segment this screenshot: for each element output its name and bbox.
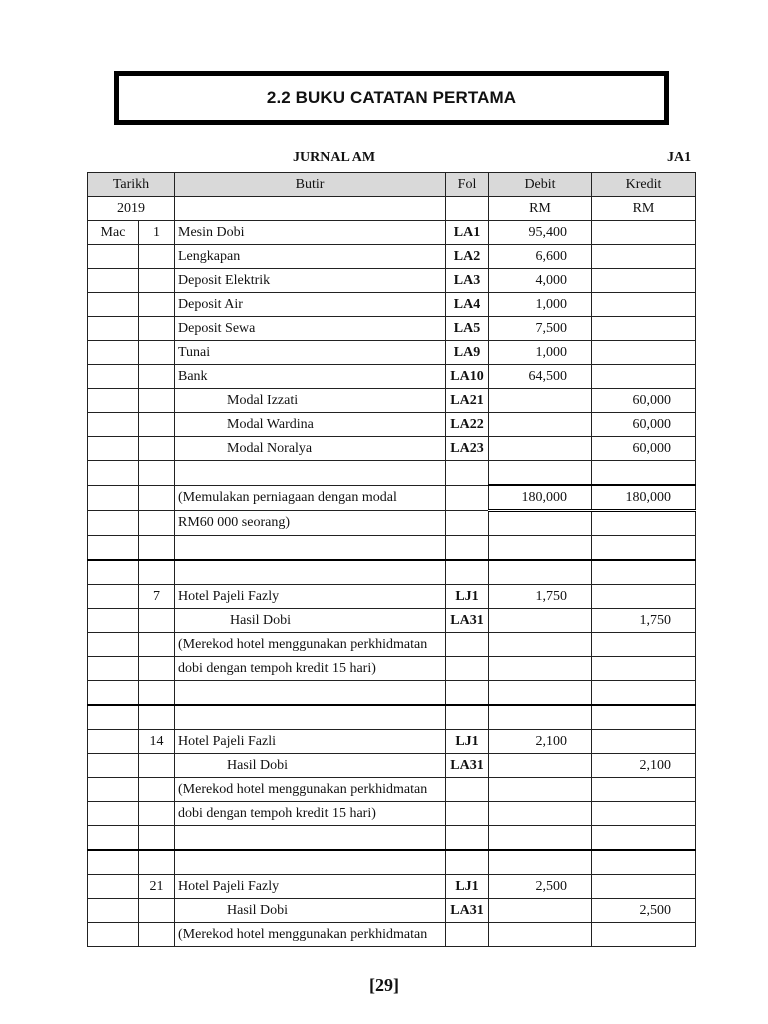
debit-cell: 95,400 — [489, 221, 592, 245]
header-date: Tarikh — [88, 173, 175, 197]
folio-cell — [446, 461, 489, 486]
item-cell: RM60 000 seorang) — [175, 511, 446, 536]
journal-row — [88, 730, 696, 754]
day-cell — [139, 778, 175, 802]
item-cell: Hotel Pajeli Fazly — [175, 585, 446, 609]
debit-cell — [489, 681, 592, 706]
day-cell: 7 — [139, 585, 175, 609]
debit-cell — [489, 461, 592, 486]
folio-cell: LA23 — [446, 437, 489, 461]
day-cell: 14 — [139, 730, 175, 754]
debit-cell — [489, 511, 592, 536]
day-cell: 21 — [139, 875, 175, 899]
item-cell: dobi dengan tempoh kredit 15 hari) — [175, 657, 446, 681]
journal-row — [88, 560, 696, 585]
folio-cell: LJ1 — [446, 875, 489, 899]
month-cell — [88, 389, 139, 413]
credit-cell — [592, 341, 696, 365]
journal-row — [88, 317, 696, 341]
debit-cell: 180,000 — [489, 485, 592, 511]
credit-cell — [592, 826, 696, 851]
journal-row — [88, 778, 696, 802]
credit-cell — [592, 657, 696, 681]
credit-cell — [592, 705, 696, 730]
month-cell — [88, 754, 139, 778]
journal-row — [88, 341, 696, 365]
credit-cell — [592, 875, 696, 899]
day-cell — [139, 461, 175, 486]
journal-row — [88, 705, 696, 730]
credit-cell — [592, 245, 696, 269]
item-cell: Modal Wardina — [175, 413, 446, 437]
credit-cell: 2,100 — [592, 754, 696, 778]
journal-row — [88, 293, 696, 317]
credit-cell: 60,000 — [592, 413, 696, 437]
journal-row — [88, 875, 696, 899]
month-cell — [88, 899, 139, 923]
day-cell — [139, 389, 175, 413]
debit-cell — [489, 536, 592, 561]
header-debit: Debit — [489, 173, 592, 197]
day-cell — [139, 560, 175, 585]
journal-row — [88, 221, 696, 245]
section-title: 2.2 BUKU CATATAN PERTAMA — [266, 88, 517, 107]
journal-row — [88, 609, 696, 633]
folio-cell: LA4 — [446, 293, 489, 317]
subheader-item-cell — [175, 197, 446, 221]
day-cell — [139, 754, 175, 778]
journal-row — [88, 536, 696, 561]
journal-row — [88, 850, 696, 875]
item-cell — [175, 461, 446, 486]
day-cell — [139, 826, 175, 851]
month-cell: Mac — [88, 221, 139, 245]
journal-row — [88, 389, 696, 413]
day-cell — [139, 245, 175, 269]
folio-cell — [446, 705, 489, 730]
item-cell: Deposit Sewa — [175, 317, 446, 341]
day-cell — [139, 317, 175, 341]
folio-cell: LA2 — [446, 245, 489, 269]
folio-cell: LA1 — [446, 221, 489, 245]
debit-cell: 7,500 — [489, 317, 592, 341]
month-cell — [88, 485, 139, 511]
folio-cell: LA9 — [446, 341, 489, 365]
general-journal-table — [87, 172, 696, 947]
page-number: [29] — [369, 975, 399, 995]
day-cell — [139, 341, 175, 365]
folio-cell: LA31 — [446, 899, 489, 923]
journal-row — [88, 585, 696, 609]
day-cell — [139, 609, 175, 633]
journal-row — [88, 923, 696, 947]
credit-cell — [592, 850, 696, 875]
folio-cell — [446, 657, 489, 681]
credit-unit: RM — [592, 197, 696, 221]
day-cell — [139, 657, 175, 681]
debit-cell: 2,100 — [489, 730, 592, 754]
folio-cell: LJ1 — [446, 585, 489, 609]
day-cell — [139, 365, 175, 389]
journal-reference: JA1 — [667, 150, 692, 165]
journal-row — [88, 802, 696, 826]
item-cell — [175, 681, 446, 706]
month-cell — [88, 560, 139, 585]
item-cell: Lengkapan — [175, 245, 446, 269]
month-cell — [88, 875, 139, 899]
debit-cell — [489, 609, 592, 633]
month-cell — [88, 511, 139, 536]
credit-cell — [592, 681, 696, 706]
item-cell — [175, 705, 446, 730]
month-cell — [88, 293, 139, 317]
item-cell: Deposit Elektrik — [175, 269, 446, 293]
debit-unit: RM — [489, 197, 592, 221]
item-cell: (Memulakan perniagaan dengan modal — [175, 485, 446, 511]
item-cell: (Merekod hotel menggunakan perkhidmatan — [175, 923, 446, 947]
day-cell — [139, 633, 175, 657]
item-cell: Hasil Dobi — [175, 609, 446, 633]
credit-cell — [592, 221, 696, 245]
month-cell — [88, 269, 139, 293]
folio-cell — [446, 802, 489, 826]
item-cell: Hasil Dobi — [175, 754, 446, 778]
debit-cell: 64,500 — [489, 365, 592, 389]
journal-row — [88, 899, 696, 923]
month-cell — [88, 802, 139, 826]
folio-cell: LJ1 — [446, 730, 489, 754]
month-cell — [88, 245, 139, 269]
day-cell — [139, 899, 175, 923]
credit-cell — [592, 633, 696, 657]
month-cell — [88, 657, 139, 681]
month-cell — [88, 681, 139, 706]
debit-cell: 1,000 — [489, 293, 592, 317]
day-cell — [139, 923, 175, 947]
credit-cell — [592, 560, 696, 585]
credit-cell — [592, 923, 696, 947]
item-cell: Bank — [175, 365, 446, 389]
folio-cell — [446, 485, 489, 511]
journal-row — [88, 437, 696, 461]
item-cell: Tunai — [175, 341, 446, 365]
day-cell — [139, 536, 175, 561]
debit-cell — [489, 754, 592, 778]
item-cell — [175, 560, 446, 585]
credit-cell — [592, 365, 696, 389]
folio-cell — [446, 850, 489, 875]
journal-row — [88, 633, 696, 657]
month-cell — [88, 705, 139, 730]
subheader-folio-cell — [446, 197, 489, 221]
folio-cell: LA10 — [446, 365, 489, 389]
debit-cell — [489, 778, 592, 802]
day-cell — [139, 705, 175, 730]
item-cell: Modal Izzati — [175, 389, 446, 413]
folio-cell — [446, 511, 489, 536]
month-cell — [88, 730, 139, 754]
month-cell — [88, 923, 139, 947]
journal-row — [88, 681, 696, 706]
debit-cell — [489, 826, 592, 851]
item-cell — [175, 850, 446, 875]
folio-cell — [446, 778, 489, 802]
folio-cell: LA31 — [446, 609, 489, 633]
header-credit: Kredit — [592, 173, 696, 197]
day-cell — [139, 802, 175, 826]
folio-cell: LA5 — [446, 317, 489, 341]
credit-cell: 2,500 — [592, 899, 696, 923]
folio-cell: LA21 — [446, 389, 489, 413]
item-cell: Modal Noralya — [175, 437, 446, 461]
credit-cell — [592, 317, 696, 341]
debit-cell — [489, 923, 592, 947]
journal-row — [88, 754, 696, 778]
journal-row — [88, 269, 696, 293]
folio-cell — [446, 923, 489, 947]
header-row — [88, 173, 696, 197]
day-cell — [139, 269, 175, 293]
month-cell — [88, 850, 139, 875]
folio-cell — [446, 536, 489, 561]
month-cell — [88, 317, 139, 341]
journal-row — [88, 485, 696, 511]
journal-row — [88, 461, 696, 486]
folio-cell: LA31 — [446, 754, 489, 778]
journal-title: JURNAL AM — [293, 150, 376, 165]
month-cell — [88, 609, 139, 633]
day-cell — [139, 511, 175, 536]
month-cell — [88, 633, 139, 657]
credit-cell — [592, 778, 696, 802]
folio-cell — [446, 826, 489, 851]
month-cell — [88, 585, 139, 609]
folio-cell — [446, 633, 489, 657]
debit-cell: 1,750 — [489, 585, 592, 609]
item-cell: dobi dengan tempoh kredit 15 hari) — [175, 802, 446, 826]
debit-cell: 4,000 — [489, 269, 592, 293]
journal-row — [88, 245, 696, 269]
debit-cell — [489, 850, 592, 875]
credit-cell — [592, 802, 696, 826]
day-cell — [139, 850, 175, 875]
credit-cell — [592, 585, 696, 609]
debit-cell — [489, 705, 592, 730]
item-cell: (Merekod hotel menggunakan perkhidmatan — [175, 778, 446, 802]
debit-cell: 1,000 — [489, 341, 592, 365]
month-cell — [88, 437, 139, 461]
credit-cell: 60,000 — [592, 437, 696, 461]
debit-cell: 6,600 — [489, 245, 592, 269]
journal-row — [88, 413, 696, 437]
debit-cell — [489, 802, 592, 826]
credit-cell — [592, 269, 696, 293]
year-cell: 2019 — [88, 197, 175, 221]
debit-cell — [489, 413, 592, 437]
credit-cell: 1,750 — [592, 609, 696, 633]
item-cell: Deposit Air — [175, 293, 446, 317]
header-folio: Fol — [446, 173, 489, 197]
day-cell — [139, 681, 175, 706]
folio-cell: LA22 — [446, 413, 489, 437]
credit-cell — [592, 536, 696, 561]
subheader-row — [88, 197, 696, 221]
month-cell — [88, 826, 139, 851]
debit-cell — [489, 657, 592, 681]
item-cell: Mesin Dobi — [175, 221, 446, 245]
month-cell — [88, 413, 139, 437]
credit-cell — [592, 730, 696, 754]
month-cell — [88, 536, 139, 561]
folio-cell — [446, 681, 489, 706]
day-cell: 1 — [139, 221, 175, 245]
debit-cell — [489, 389, 592, 413]
month-cell — [88, 461, 139, 486]
debit-cell — [489, 899, 592, 923]
item-cell: Hotel Pajeli Fazly — [175, 875, 446, 899]
journal-row — [88, 657, 696, 681]
item-cell — [175, 536, 446, 561]
item-cell: (Merekod hotel menggunakan perkhidmatan — [175, 633, 446, 657]
month-cell — [88, 778, 139, 802]
credit-cell — [592, 293, 696, 317]
folio-cell — [446, 560, 489, 585]
credit-cell — [592, 461, 696, 486]
month-cell — [88, 341, 139, 365]
credit-cell — [592, 511, 696, 536]
section-title-box — [114, 71, 669, 125]
day-cell — [139, 485, 175, 511]
journal-row — [88, 511, 696, 536]
header-item: Butir — [175, 173, 446, 197]
credit-cell: 60,000 — [592, 389, 696, 413]
item-cell: Hasil Dobi — [175, 899, 446, 923]
journal-row — [88, 826, 696, 851]
day-cell — [139, 413, 175, 437]
debit-cell — [489, 560, 592, 585]
credit-cell: 180,000 — [592, 485, 696, 511]
debit-cell — [489, 437, 592, 461]
debit-cell — [489, 633, 592, 657]
item-cell: Hotel Pajeli Fazli — [175, 730, 446, 754]
folio-cell: LA3 — [446, 269, 489, 293]
day-cell — [139, 437, 175, 461]
item-cell — [175, 826, 446, 851]
debit-cell: 2,500 — [489, 875, 592, 899]
month-cell — [88, 365, 139, 389]
day-cell — [139, 293, 175, 317]
journal-row — [88, 365, 696, 389]
